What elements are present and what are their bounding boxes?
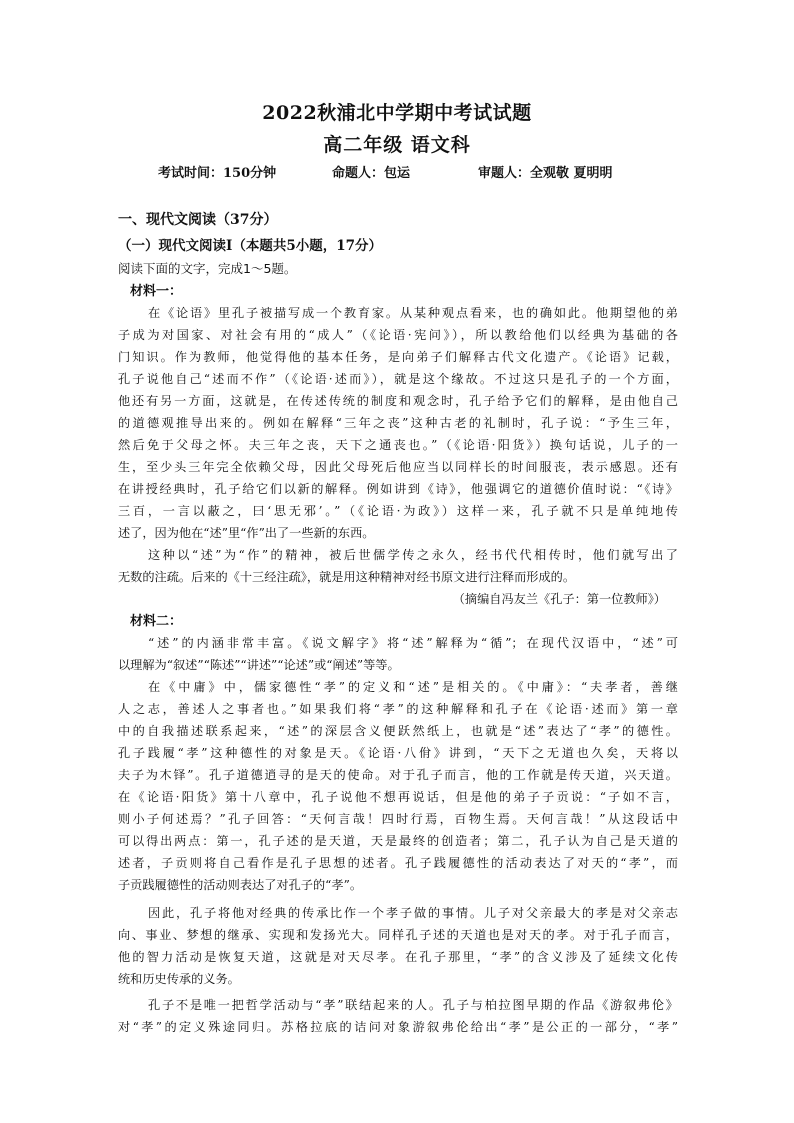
paragraph-line: 的道德观推导出来的。例如在解释“三年之丧”这种古老的礼制时，孔子说：“予生三年， bbox=[118, 416, 678, 430]
reviewers: 审题人：全观敬 夏明明 bbox=[478, 166, 613, 181]
paragraph-line: 三百，一言以蔽之，曰‘思无邪’。”（《论语·为政》）这样一来，孔子就不只是单纯地传 bbox=[118, 504, 678, 518]
paragraph-line: 门知识。作为教师，他觉得他的基本任务，是向弟子们解释古代文化遗产。《论语》记载， bbox=[118, 350, 678, 364]
paragraph-line: 孔子说他自己“述而不作”（《论语·述而》），就是这个缘故。不过这只是孔子的一个方面， bbox=[118, 372, 678, 386]
paragraph-line: 以理解为“叙述”“陈述”“讲述”“论述”或“阐述”等等。 bbox=[118, 658, 400, 672]
material1-label: 材料一： bbox=[130, 284, 183, 299]
exam-time: 考试时间：150分钟 bbox=[158, 166, 277, 181]
paragraph-line: 可以得出两点：第一，孔子述的是天道，天是最终的创造者；第二，孔子认为自己是天道的 bbox=[118, 834, 678, 848]
exam-title: 2022秋浦北中学期中考试试题 bbox=[262, 102, 532, 124]
source-citation: （摘编自冯友兰《孔子：第一位教师》） bbox=[452, 592, 666, 606]
paragraph-line: 他还有另一方面，这就是，在传述传统的制度和观念时，孔子给予它们的解释，是由他自己 bbox=[118, 394, 678, 408]
paragraph-line: 在《论语》里孔子被描写成一个教育家。从某种观点看来，也的确如此。他期望他的弟 bbox=[148, 306, 678, 320]
material2-label: 材料二： bbox=[130, 614, 183, 629]
paragraph-line: 夫子为木铎”。孔子道德逍寻的是天的使命。对于孔子而言，他的工作就是传天道，兴天道。 bbox=[118, 768, 678, 782]
paragraph-line: 统和历史传承的义务。 bbox=[118, 972, 240, 986]
paragraph-line: 无数的注疏。后来的《十三经注疏》，就是用这种精神对经书原文进行注释而形成的。 bbox=[118, 570, 576, 584]
paragraph-line: 子贡践履德性的活动则表达了对孔子的“孝”。 bbox=[118, 878, 363, 892]
paragraph-line: 述者，子贡则将自己看作是孔子思想的述者。孔子践履德性的活动表达了对天的“孝”，而 bbox=[118, 856, 678, 870]
paragraph-line: 述了，因为他在“述”里“作”出了一些新的东西。 bbox=[118, 526, 375, 540]
paragraph-line: 人之志，善述人之事者也。”如果我们将“孝”的这种解释和孔子在《论语·述而》第一章 bbox=[118, 702, 678, 716]
paragraph-line: 在讲授经典时，孔子给它们以新的解释。例如讲到《诗》，他强调它的道德价值时说：“《诗》 bbox=[118, 482, 678, 496]
paragraph-line: 在《中庸》中，儒家德性“孝”的定义和“述”是相关的。《中庸》：“夫孝者，善继 bbox=[148, 680, 678, 694]
paragraph-line: 在《论语·阳货》第十八章中，孔子说他不想再说话，但是他的弟子子贡说：“子如不言， bbox=[118, 790, 678, 804]
instruction: 阅读下面的文字，完成1～5题。 bbox=[118, 261, 297, 276]
paragraph-line: 这种以“述”为“作”的精神，被后世儒学传之永久，经书代代相传时，他们就写出了 bbox=[148, 548, 678, 562]
paragraph-line: 中的自我描述联系起来，“述”的深层含义便跃然纸上，也就是“述”表达了“孝”的德性。 bbox=[118, 724, 678, 738]
paragraph-line: “述”的内涵非常丰富。《说文解字》将“述”解释为“循”；在现代汉语中，“述”可 bbox=[148, 636, 678, 650]
grade-subject: 高二年级 语文科 bbox=[323, 134, 471, 156]
subsection-heading: （一）现代文阅读Ⅰ（本题共5小题，17分） bbox=[118, 238, 382, 254]
section-heading: 一、现代文阅读（37分） bbox=[118, 212, 278, 228]
paragraph-line: 则小子何述焉？”孔子回答：“天何言哉！四时行焉，百物生焉。天何言哉！”从这段话中 bbox=[118, 812, 678, 826]
paragraph-line: 向、事业、梦想的继承、实现和发扬光大。同样孔子述的天道也是对天的孝。对于孔子而言， bbox=[118, 928, 678, 942]
paragraph-line: 因此，孔子将他对经典的传承比作一个孝子做的事情。儿子对父亲最大的孝是对父亲志 bbox=[148, 906, 678, 920]
paragraph-line: 子成为对国家、对社会有用的“成人”（《论语·宪问》），所以教给他们以经典为基础的各 bbox=[118, 328, 678, 342]
question-setter: 命题人：包运 bbox=[332, 166, 411, 181]
paragraph-line: 然后免于父母之怀。夫三年之丧，天下之通丧也。”（《论语·阳货》）换句话说，儿子的一 bbox=[118, 438, 678, 452]
paragraph-line: 孔子不是唯一把哲学活动与“孝”联结起来的人。孔子与柏拉图早期的作品《游叙弗伦》 bbox=[148, 998, 678, 1012]
paragraph-line: 他的智力活动是恢复天道，这就是对天尽孝。在孔子那里，“孝”的含义涉及了延续文化传 bbox=[118, 950, 678, 964]
paragraph-line: 生，至少头三年完全依赖父母，因此父母死后他应当以同样长的时间服丧，表示感恩。还有 bbox=[118, 460, 678, 474]
paragraph-line: 对“孝”的定义殊途同归。苏格拉底的诘问对象游叙弗伦给出“孝”是公正的一部分，“孝” bbox=[118, 1020, 678, 1034]
paragraph-line: 孔子践履“孝”这种德性的对象是天。《论语·八佾》讲到，“天下之无道也久矣，天将以 bbox=[118, 746, 678, 760]
